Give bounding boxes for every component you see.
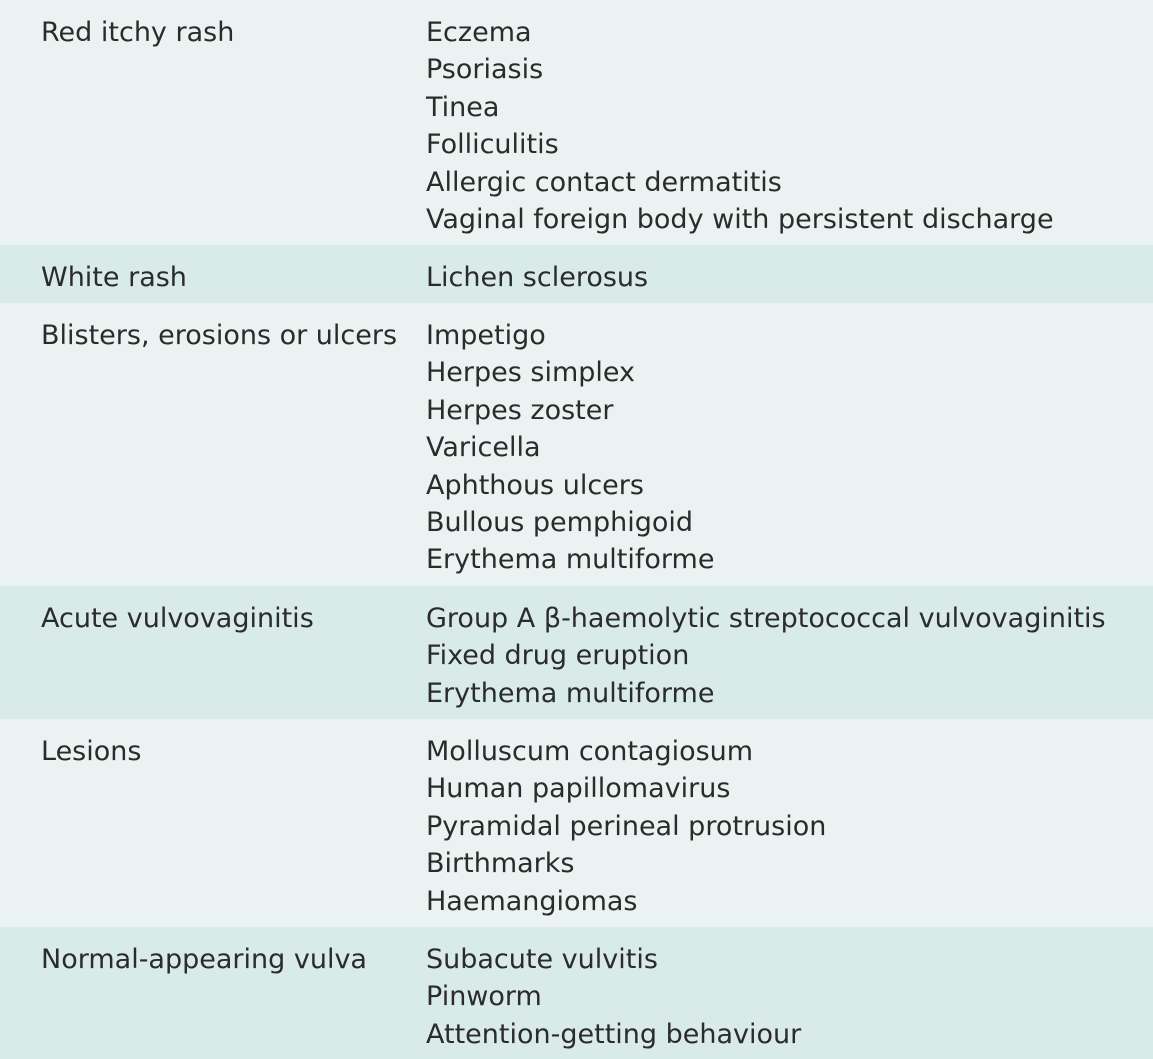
diagnosis-item: Attention-getting behaviour: [426, 1018, 802, 1050]
condition-label: Red itchy rash: [41, 17, 235, 48]
diagnosis-item: Subacute vulvitis: [426, 944, 658, 975]
table-row: [0, 719, 1153, 927]
diagnosis-list: [426, 14, 1054, 238]
condition-label: Lesions: [41, 736, 142, 767]
diagnosis-item: Vaginal foreign body with persistent discharge: [426, 204, 1054, 236]
table-row: [0, 586, 1153, 719]
diagnosis-item: Tinea: [426, 91, 500, 123]
table-row: [0, 245, 1153, 303]
diagnosis-list: [426, 600, 1106, 712]
table-row: [0, 0, 1153, 245]
diagnosis-item: Erythema multiforme: [426, 677, 715, 709]
diagnosis-item: Pinworm: [426, 981, 542, 1013]
diagnosis-item: Molluscum contagiosum: [426, 736, 754, 767]
diagnosis-item: Herpes simplex: [426, 357, 636, 389]
diagnosis-item: Aphthous ulcers: [426, 469, 644, 501]
diagnosis-item: Allergic contact dermatitis: [426, 166, 782, 198]
condition-label: White rash: [41, 262, 187, 293]
diagnosis-item: Pyramidal perineal protrusion: [426, 810, 827, 842]
diagnosis-item: Haemangiomas: [426, 885, 638, 917]
diagnosis-item: Group A β-haemolytic streptococcal vulvovaginitis: [426, 603, 1106, 634]
condition-label: Normal-appearing vulva: [41, 944, 367, 975]
diagnosis-item: Psoriasis: [426, 54, 544, 86]
diagnosis-item: Human papillomavirus: [426, 773, 731, 805]
diagnosis-item: Bullous pemphigoid: [426, 507, 694, 539]
diagnosis-item: Lichen sclerosus: [426, 262, 649, 293]
table-row: [0, 927, 1153, 1059]
diagnosis-item: Fixed drug eruption: [426, 640, 690, 672]
diagnosis-item: Erythema multiforme: [426, 544, 715, 576]
diagnosis-item: Varicella: [426, 432, 541, 464]
diagnosis-list: [426, 733, 826, 920]
condition-label: Blisters, erosions or ulcers: [41, 320, 398, 351]
diagnosis-item: Folliculitis: [426, 129, 559, 161]
diagnosis-list: [426, 317, 714, 579]
condition-label: Acute vulvovaginitis: [41, 603, 314, 634]
table-row: [0, 303, 1153, 586]
diagnosis-item: Eczema: [426, 17, 532, 48]
diagnosis-item: Herpes zoster: [426, 394, 614, 426]
diagnosis-list: [426, 259, 648, 296]
diagnosis-item: Impetigo: [426, 320, 546, 351]
diagnosis-item: Birthmarks: [426, 848, 575, 880]
diagnosis-list: [426, 941, 801, 1053]
